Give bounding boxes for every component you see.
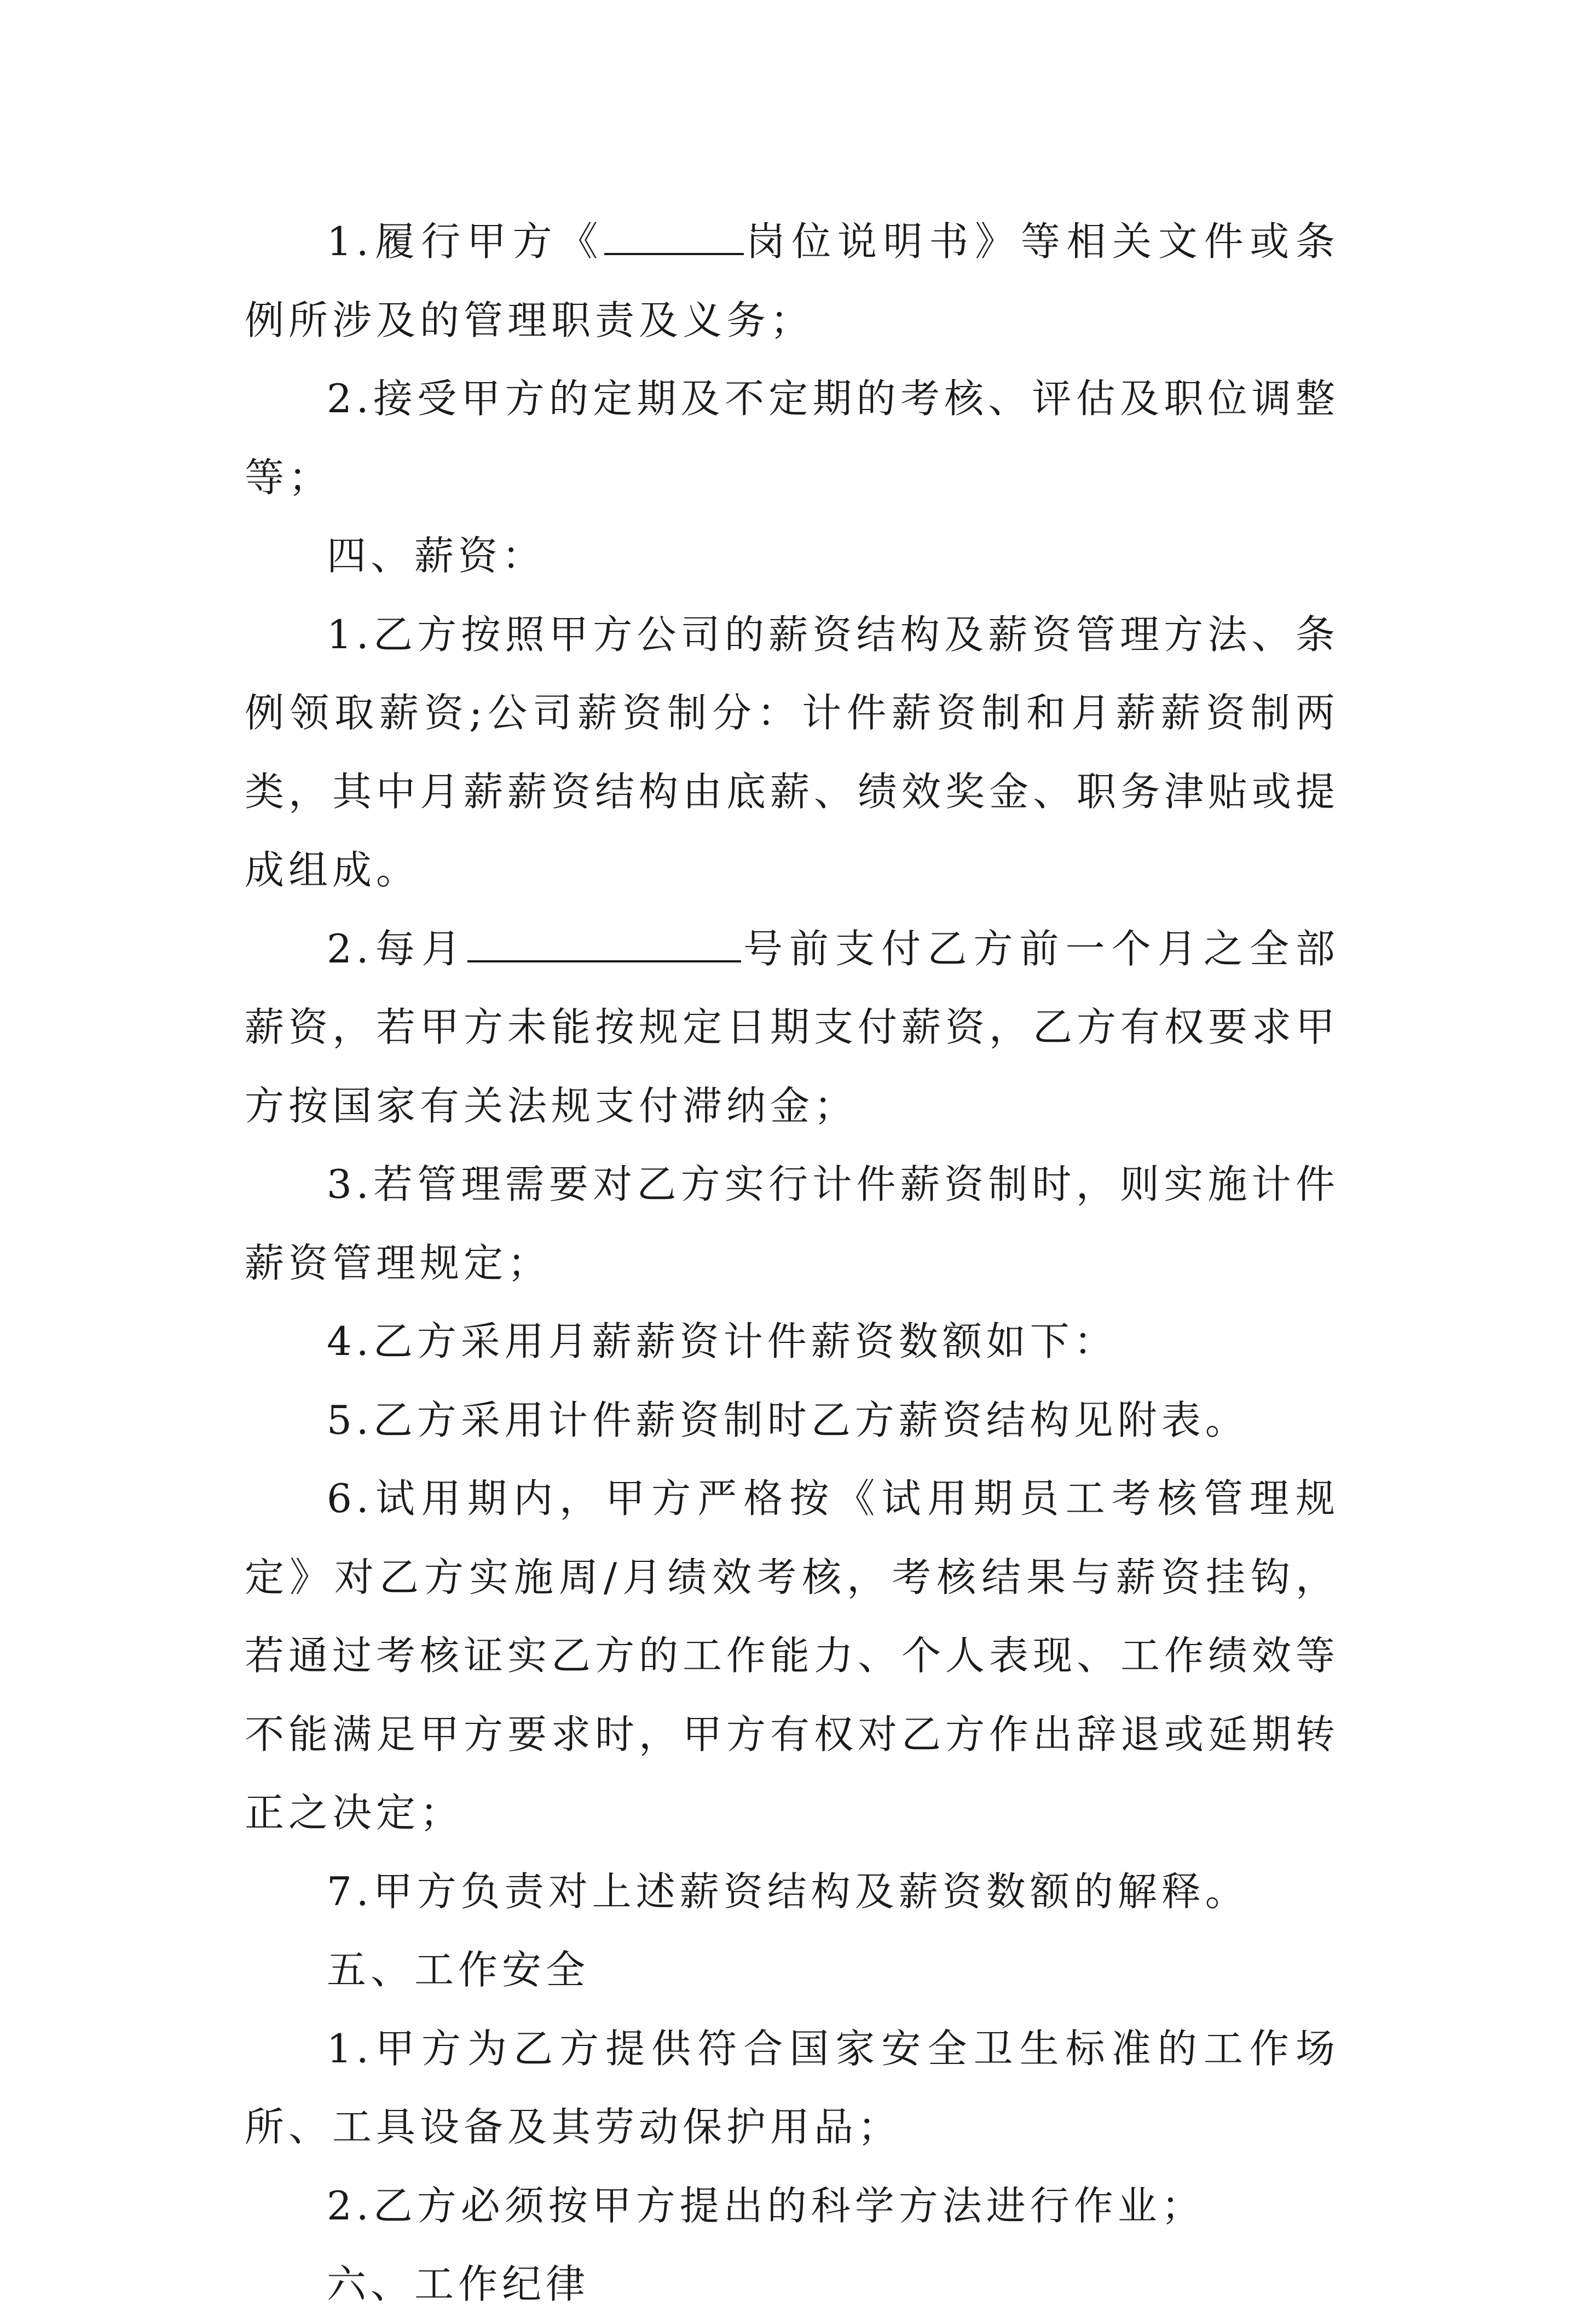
section-heading-safety	[245, 1931, 1339, 2010]
fill-in-blank-pay-day[interactable]	[467, 922, 741, 962]
paragraph-text: 2.每月	[327, 925, 467, 972]
paragraph-salary-6	[245, 1460, 1339, 1853]
paragraph-text: 2.乙方必须按甲方提出的科学方法进行作业；	[327, 2182, 1205, 2229]
paragraph-text: 3.若管理需要对乙方实行计件薪资制时，则实施计件薪资管理规定；	[245, 1161, 1339, 1286]
paragraph-safety-1	[245, 2010, 1339, 2167]
heading-text: 四、薪资：	[327, 533, 546, 579]
paragraph-text: 7.甲方负责对上述薪资结构及薪资数额的解释。	[327, 1868, 1249, 1914]
paragraph-salary-7	[245, 1853, 1339, 1931]
paragraph-safety-2	[245, 2167, 1339, 2246]
heading-text: 五、工作安全	[327, 1947, 590, 1993]
paragraph-text: 1.甲方为乙方提供符合国家安全卫生标准的工作场所、工具设备及其劳动保护用品；	[245, 2025, 1339, 2150]
paragraph-salary-2	[245, 910, 1339, 1146]
section-heading-salary	[245, 517, 1339, 596]
paragraph-duty-1	[245, 203, 1339, 360]
paragraph-text: 6.试用期内，甲方严格按《试用期员工考核管理规定》对乙方实施周/月绩效考核，考核结果与薪资挂钩，若通过考核证实乙方的工作能力、个人表现、工作绩效等不能满足甲方要求时，甲方有权对乙方作出辞退或延期转正之决定；	[245, 1475, 1340, 1836]
heading-text: 六、工作纪律	[327, 2261, 590, 2307]
fill-in-blank-position[interactable]	[604, 216, 744, 255]
paragraph-salary-1	[245, 596, 1339, 910]
paragraph-salary-4	[245, 1302, 1339, 1381]
paragraph-text: 岗位说明书》等相关文件或条例所涉及的管理职责及义务；	[245, 218, 1339, 343]
paragraph-text: 5.乙方采用计件薪资制时乙方薪资结构见附表。	[327, 1397, 1249, 1443]
paragraph-text: 4.乙方采用月薪薪资计件薪资数额如下：	[327, 1318, 1118, 1364]
paragraph-text: 号前支付乙方前一个月之全部薪资，若甲方未能按规定日期支付薪资，乙方有权要求甲方按国家有关法规支付滞纳金；	[245, 925, 1340, 1129]
paragraph-salary-5	[245, 1381, 1339, 1460]
document-body	[245, 203, 1339, 2324]
paragraph-text: 1.乙方按照甲方公司的薪资结构及薪资管理方法、条例领取薪资;公司薪资制分：计件薪资制和月薪薪资制两类，其中月薪薪资结构由底薪、绩效奖金、职务津贴或提成组成。	[245, 611, 1340, 893]
paragraph-text: 1.履行甲方《	[327, 218, 604, 264]
paragraph-salary-3	[245, 1145, 1339, 1302]
paragraph-duty-2	[245, 360, 1339, 517]
paragraph-text: 2.接受甲方的定期及不定期的考核、评估及职位调整等；	[245, 376, 1339, 500]
section-heading-discipline	[245, 2245, 1339, 2324]
